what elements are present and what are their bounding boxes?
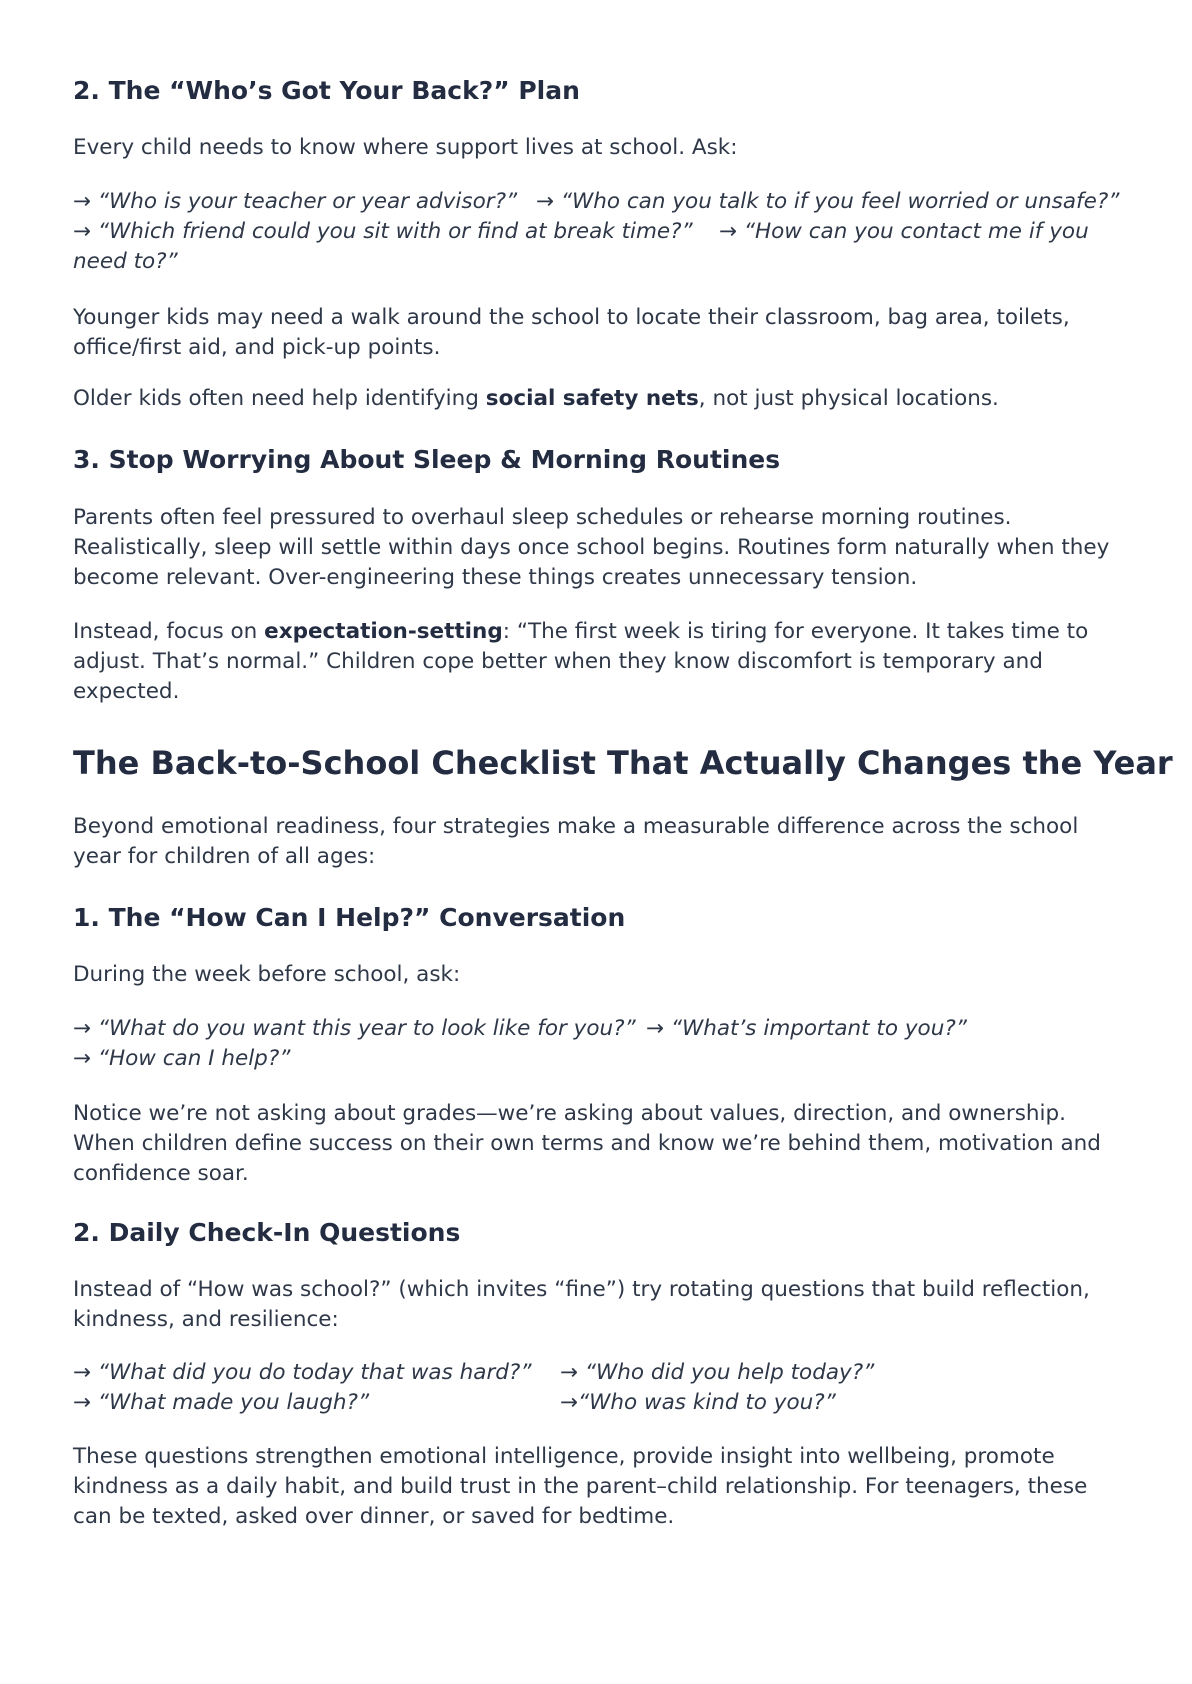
sleep-p2-bold: expectation-setting	[264, 619, 503, 644]
help-paragraph	[73, 1099, 1133, 1189]
plan-older-text-end: , not just physical locations.	[698, 386, 999, 411]
checkin-paragraph	[73, 1442, 1133, 1532]
help-question-1: → “What do you want this year to look like for you?”	[73, 1016, 636, 1041]
plan-question-1: → “Who is your teacher or year advisor?”	[73, 189, 518, 214]
checkin-question-3: → “What made you laugh?”	[73, 1390, 370, 1415]
checkin-para-line-3: can be texted, asked over dinner, or saved for bedtime.	[73, 1504, 675, 1529]
sleep-paragraph-2	[73, 617, 1133, 707]
checkin-questions	[73, 1358, 1133, 1418]
sleep-p1-line-3: become relevant. Over-engineering these things creates unnecessary tension.	[73, 565, 918, 590]
help-para-line-2: When children define success on their own terms and know we’re behind them, motivation and	[73, 1131, 1101, 1156]
checkin-intro-line-2: kindness, and resilience:	[73, 1307, 339, 1332]
heading-daily-check-in: 2. Daily Check-In Questions	[73, 1218, 461, 1247]
plan-question-3: → “Which friend could you sit with or find at break time?”	[73, 219, 693, 244]
checklist-intro-line-2: year for children of all ages:	[73, 844, 376, 869]
plan-questions	[73, 187, 1133, 277]
heading-whos-got-your-back: 2. The “Who’s Got Your Back?” Plan	[73, 76, 580, 105]
checkin-intro	[73, 1275, 1133, 1335]
plan-question-4: → “How can you contact me if you	[719, 219, 1089, 244]
plan-older-text: Older kids often need help identifying	[73, 386, 486, 411]
plan-younger-line-1: Younger kids may need a walk around the school to locate their classroom, bag area, toilets,	[73, 305, 1070, 330]
sleep-p1-line-2: Realistically, sleep will settle within days once school begins. Routines form naturally when they	[73, 535, 1110, 560]
checklist-intro	[73, 812, 1133, 872]
help-question-3: → “How can I help?”	[73, 1046, 291, 1071]
sleep-p2-text: Instead, focus on	[73, 619, 265, 644]
help-intro: During the week before school, ask:	[73, 962, 461, 987]
checkin-question-2: → “Who did you help today?”	[560, 1360, 875, 1385]
checklist-title: The Back-to-School Checklist That Actually Changes the Year	[73, 744, 1173, 782]
checkin-intro-line-1: Instead of “How was school?” (which invites “fine”) try rotating questions that build reflection,	[73, 1277, 1090, 1302]
help-para-line-3: confidence soar.	[73, 1161, 249, 1186]
sleep-paragraph-1	[73, 503, 1133, 593]
plan-older-bold: social safety nets	[485, 386, 699, 411]
sleep-p2-line-3: expected.	[73, 679, 180, 704]
plan-question-4-cont: need to?”	[73, 249, 178, 274]
plan-older-kids	[73, 384, 1133, 414]
help-questions	[73, 1014, 1133, 1074]
checkin-para-line-1: These questions strengthen emotional intelligence, provide insight into wellbeing, promote	[73, 1444, 1055, 1469]
plan-question-2: → “Who can you talk to if you feel worried or unsafe?”	[536, 189, 1120, 214]
checkin-question-4: →“Who was kind to you?”	[560, 1390, 836, 1415]
heading-sleep-routines: 3. Stop Worrying About Sleep & Morning Routines	[73, 445, 781, 474]
sleep-p1-line-1: Parents often feel pressured to overhaul sleep schedules or rehearse morning routines.	[73, 505, 1012, 530]
help-question-2: → “What’s important to you?”	[646, 1016, 967, 1041]
heading-how-can-i-help: 1. The “How Can I Help?” Conversation	[73, 903, 626, 932]
help-para-line-1: Notice we’re not asking about grades—we’re asking about values, direction, and ownership.	[73, 1101, 1066, 1126]
plan-younger-kids	[73, 303, 1133, 363]
sleep-p2-text-end: : “The first week is tiring for everyone. It takes time to	[502, 619, 1089, 644]
plan-younger-line-2: office/first aid, and pick-up points.	[73, 335, 441, 360]
sleep-p2-line-2: adjust. That’s normal.” Children cope better when they know discomfort is temporary and	[73, 649, 1043, 674]
checkin-question-1: → “What did you do today that was hard?”	[73, 1360, 532, 1385]
checkin-para-line-2: kindness as a daily habit, and build trust in the parent–child relationship. For teenagers, these	[73, 1474, 1088, 1499]
plan-intro: Every child needs to know where support lives at school. Ask:	[73, 135, 738, 160]
checklist-intro-line-1: Beyond emotional readiness, four strategies make a measurable difference across the school	[73, 814, 1079, 839]
